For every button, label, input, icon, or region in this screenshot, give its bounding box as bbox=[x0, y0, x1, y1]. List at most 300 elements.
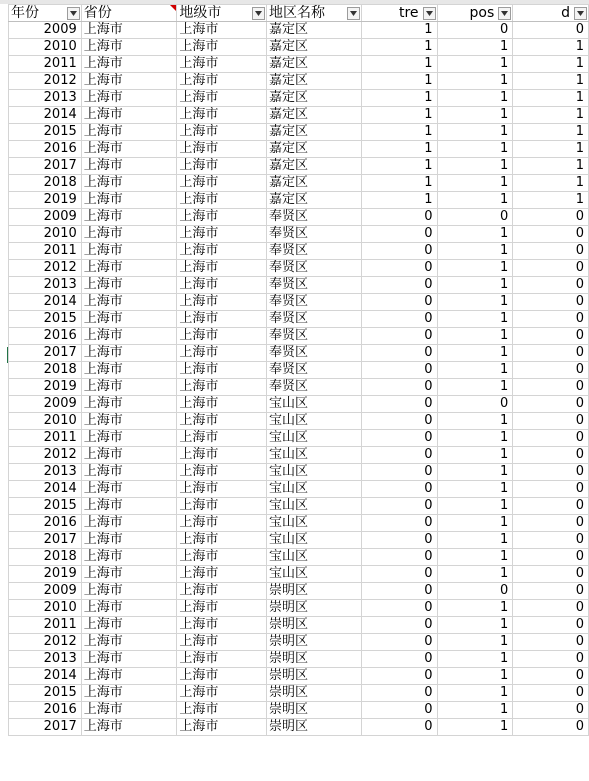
cell-d[interactable]: 0 bbox=[513, 311, 589, 328]
cell-d[interactable]: 0 bbox=[513, 447, 589, 464]
cell-year[interactable]: 2013 bbox=[9, 277, 82, 294]
cell-pos[interactable]: 0 bbox=[437, 22, 513, 39]
cell-province[interactable]: 上海市 bbox=[81, 158, 177, 175]
cell-province[interactable]: 上海市 bbox=[81, 22, 177, 39]
cell-year[interactable]: 2012 bbox=[9, 634, 82, 651]
cell-province[interactable]: 上海市 bbox=[81, 430, 177, 447]
cell-city[interactable]: 上海市 bbox=[177, 413, 267, 430]
cell-city[interactable]: 上海市 bbox=[177, 294, 267, 311]
cell-province[interactable]: 上海市 bbox=[81, 328, 177, 345]
cell-district[interactable]: 嘉定区 bbox=[267, 90, 362, 107]
cell-city[interactable]: 上海市 bbox=[177, 532, 267, 549]
cell-province[interactable]: 上海市 bbox=[81, 192, 177, 209]
cell-district[interactable]: 嘉定区 bbox=[267, 73, 362, 90]
cell-tre[interactable]: 0 bbox=[361, 617, 437, 634]
cell-tre[interactable]: 0 bbox=[361, 277, 437, 294]
cell-year[interactable]: 2015 bbox=[9, 124, 82, 141]
cell-pos[interactable]: 1 bbox=[437, 447, 513, 464]
cell-district[interactable]: 崇明区 bbox=[267, 600, 362, 617]
cell-province[interactable]: 上海市 bbox=[81, 311, 177, 328]
cell-province[interactable]: 上海市 bbox=[81, 617, 177, 634]
cell-pos[interactable]: 1 bbox=[437, 277, 513, 294]
cell-d[interactable]: 0 bbox=[513, 498, 589, 515]
cell-province[interactable]: 上海市 bbox=[81, 226, 177, 243]
cell-year[interactable]: 2012 bbox=[9, 73, 82, 90]
cell-pos[interactable]: 1 bbox=[437, 566, 513, 583]
cell-d[interactable]: 0 bbox=[513, 481, 589, 498]
cell-tre[interactable]: 1 bbox=[361, 73, 437, 90]
cell-tre[interactable]: 1 bbox=[361, 22, 437, 39]
cell-district[interactable]: 嘉定区 bbox=[267, 124, 362, 141]
cell-pos[interactable]: 1 bbox=[437, 651, 513, 668]
cell-d[interactable]: 0 bbox=[513, 226, 589, 243]
cell-district[interactable]: 宝山区 bbox=[267, 498, 362, 515]
cell-city[interactable]: 上海市 bbox=[177, 685, 267, 702]
cell-d[interactable]: 0 bbox=[513, 651, 589, 668]
cell-province[interactable]: 上海市 bbox=[81, 515, 177, 532]
cell-pos[interactable]: 1 bbox=[437, 243, 513, 260]
cell-city[interactable]: 上海市 bbox=[177, 175, 267, 192]
cell-city[interactable]: 上海市 bbox=[177, 634, 267, 651]
cell-district[interactable]: 嘉定区 bbox=[267, 56, 362, 73]
cell-tre[interactable]: 0 bbox=[361, 209, 437, 226]
cell-district[interactable]: 嘉定区 bbox=[267, 192, 362, 209]
cell-tre[interactable]: 0 bbox=[361, 311, 437, 328]
cell-year[interactable]: 2010 bbox=[9, 39, 82, 56]
cell-district[interactable]: 奉贤区 bbox=[267, 243, 362, 260]
cell-province[interactable]: 上海市 bbox=[81, 549, 177, 566]
cell-d[interactable]: 0 bbox=[513, 277, 589, 294]
cell-pos[interactable]: 1 bbox=[437, 311, 513, 328]
cell-city[interactable]: 上海市 bbox=[177, 277, 267, 294]
cell-d[interactable]: 0 bbox=[513, 294, 589, 311]
cell-d[interactable]: 1 bbox=[513, 107, 589, 124]
cell-district[interactable]: 宝山区 bbox=[267, 430, 362, 447]
cell-year[interactable]: 2009 bbox=[9, 583, 82, 600]
cell-d[interactable]: 0 bbox=[513, 464, 589, 481]
cell-year[interactable]: 2016 bbox=[9, 702, 82, 719]
cell-d[interactable]: 0 bbox=[513, 362, 589, 379]
cell-pos[interactable]: 1 bbox=[437, 719, 513, 736]
cell-pos[interactable]: 1 bbox=[437, 430, 513, 447]
cell-pos[interactable]: 1 bbox=[437, 175, 513, 192]
cell-year[interactable]: 2017 bbox=[9, 158, 82, 175]
cell-district[interactable]: 奉贤区 bbox=[267, 345, 362, 362]
cell-year[interactable]: 2011 bbox=[9, 617, 82, 634]
cell-tre[interactable]: 0 bbox=[361, 583, 437, 600]
cell-d[interactable]: 0 bbox=[513, 600, 589, 617]
cell-district[interactable]: 奉贤区 bbox=[267, 362, 362, 379]
cell-year[interactable]: 2011 bbox=[9, 56, 82, 73]
cell-district[interactable]: 奉贤区 bbox=[267, 226, 362, 243]
cell-pos[interactable]: 0 bbox=[437, 209, 513, 226]
cell-city[interactable]: 上海市 bbox=[177, 481, 267, 498]
cell-city[interactable]: 上海市 bbox=[177, 311, 267, 328]
cell-year[interactable]: 2010 bbox=[9, 600, 82, 617]
cell-district[interactable]: 崇明区 bbox=[267, 702, 362, 719]
cell-province[interactable]: 上海市 bbox=[81, 260, 177, 277]
cell-district[interactable]: 宝山区 bbox=[267, 515, 362, 532]
cell-tre[interactable]: 0 bbox=[361, 226, 437, 243]
cell-district[interactable]: 嘉定区 bbox=[267, 141, 362, 158]
cell-tre[interactable]: 1 bbox=[361, 192, 437, 209]
cell-province[interactable]: 上海市 bbox=[81, 396, 177, 413]
cell-province[interactable]: 上海市 bbox=[81, 277, 177, 294]
cell-district[interactable]: 宝山区 bbox=[267, 566, 362, 583]
cell-city[interactable]: 上海市 bbox=[177, 430, 267, 447]
cell-pos[interactable]: 1 bbox=[437, 498, 513, 515]
cell-pos[interactable]: 1 bbox=[437, 260, 513, 277]
cell-district[interactable]: 崇明区 bbox=[267, 617, 362, 634]
cell-year[interactable]: 2011 bbox=[9, 243, 82, 260]
cell-province[interactable]: 上海市 bbox=[81, 464, 177, 481]
cell-district[interactable]: 崇明区 bbox=[267, 583, 362, 600]
header-d[interactable] bbox=[513, 5, 589, 22]
cell-tre[interactable]: 1 bbox=[361, 175, 437, 192]
cell-d[interactable]: 0 bbox=[513, 22, 589, 39]
cell-tre[interactable]: 0 bbox=[361, 413, 437, 430]
cell-pos[interactable]: 1 bbox=[437, 192, 513, 209]
cell-year[interactable]: 2009 bbox=[9, 22, 82, 39]
cell-d[interactable]: 0 bbox=[513, 345, 589, 362]
cell-year[interactable]: 2013 bbox=[9, 90, 82, 107]
header-province[interactable] bbox=[81, 5, 177, 22]
cell-year[interactable]: 2011 bbox=[9, 430, 82, 447]
cell-tre[interactable]: 0 bbox=[361, 549, 437, 566]
cell-year[interactable]: 2019 bbox=[9, 566, 82, 583]
cell-pos[interactable]: 1 bbox=[437, 294, 513, 311]
cell-province[interactable]: 上海市 bbox=[81, 685, 177, 702]
cell-city[interactable]: 上海市 bbox=[177, 345, 267, 362]
cell-d[interactable]: 0 bbox=[513, 702, 589, 719]
cell-tre[interactable]: 0 bbox=[361, 685, 437, 702]
cell-city[interactable]: 上海市 bbox=[177, 651, 267, 668]
cell-district[interactable]: 崇明区 bbox=[267, 634, 362, 651]
cell-year[interactable]: 2013 bbox=[9, 651, 82, 668]
cell-d[interactable]: 0 bbox=[513, 396, 589, 413]
cell-d[interactable]: 0 bbox=[513, 549, 589, 566]
cell-tre[interactable]: 1 bbox=[361, 39, 437, 56]
cell-d[interactable]: 0 bbox=[513, 719, 589, 736]
cell-city[interactable]: 上海市 bbox=[177, 260, 267, 277]
cell-tre[interactable]: 0 bbox=[361, 668, 437, 685]
cell-city[interactable]: 上海市 bbox=[177, 668, 267, 685]
cell-year[interactable]: 2009 bbox=[9, 396, 82, 413]
cell-district[interactable]: 宝山区 bbox=[267, 481, 362, 498]
cell-city[interactable]: 上海市 bbox=[177, 107, 267, 124]
cell-year[interactable]: 2014 bbox=[9, 668, 82, 685]
cell-pos[interactable]: 1 bbox=[437, 158, 513, 175]
cell-district[interactable]: 宝山区 bbox=[267, 549, 362, 566]
cell-pos[interactable]: 1 bbox=[437, 685, 513, 702]
cell-pos[interactable]: 1 bbox=[437, 515, 513, 532]
cell-city[interactable]: 上海市 bbox=[177, 702, 267, 719]
cell-province[interactable]: 上海市 bbox=[81, 294, 177, 311]
cell-d[interactable]: 0 bbox=[513, 668, 589, 685]
cell-district[interactable]: 崇明区 bbox=[267, 685, 362, 702]
cell-pos[interactable]: 1 bbox=[437, 481, 513, 498]
cell-year[interactable]: 2018 bbox=[9, 549, 82, 566]
cell-pos[interactable]: 1 bbox=[437, 124, 513, 141]
cell-district[interactable]: 崇明区 bbox=[267, 651, 362, 668]
cell-province[interactable]: 上海市 bbox=[81, 379, 177, 396]
cell-city[interactable]: 上海市 bbox=[177, 158, 267, 175]
cell-d[interactable]: 1 bbox=[513, 73, 589, 90]
cell-district[interactable]: 嘉定区 bbox=[267, 158, 362, 175]
cell-city[interactable]: 上海市 bbox=[177, 396, 267, 413]
header-tre[interactable] bbox=[361, 5, 437, 22]
cell-pos[interactable]: 1 bbox=[437, 532, 513, 549]
cell-pos[interactable]: 0 bbox=[437, 583, 513, 600]
cell-d[interactable]: 0 bbox=[513, 634, 589, 651]
cell-year[interactable]: 2013 bbox=[9, 464, 82, 481]
cell-province[interactable]: 上海市 bbox=[81, 600, 177, 617]
cell-d[interactable]: 0 bbox=[513, 209, 589, 226]
cell-year[interactable]: 2012 bbox=[9, 447, 82, 464]
cell-year[interactable]: 2015 bbox=[9, 311, 82, 328]
cell-district[interactable]: 宝山区 bbox=[267, 447, 362, 464]
cell-city[interactable]: 上海市 bbox=[177, 22, 267, 39]
cell-province[interactable]: 上海市 bbox=[81, 668, 177, 685]
cell-year[interactable]: 2014 bbox=[9, 107, 82, 124]
cell-city[interactable]: 上海市 bbox=[177, 124, 267, 141]
cell-district[interactable]: 宝山区 bbox=[267, 464, 362, 481]
cell-tre[interactable]: 0 bbox=[361, 515, 437, 532]
cell-tre[interactable]: 1 bbox=[361, 107, 437, 124]
cell-pos[interactable]: 1 bbox=[437, 56, 513, 73]
cell-year[interactable]: 2012 bbox=[9, 260, 82, 277]
cell-pos[interactable]: 1 bbox=[437, 107, 513, 124]
cell-province[interactable]: 上海市 bbox=[81, 719, 177, 736]
cell-pos[interactable]: 1 bbox=[437, 600, 513, 617]
cell-pos[interactable]: 1 bbox=[437, 141, 513, 158]
cell-tre[interactable]: 1 bbox=[361, 124, 437, 141]
cell-d[interactable]: 0 bbox=[513, 685, 589, 702]
header-year[interactable] bbox=[9, 5, 82, 22]
header-city[interactable] bbox=[177, 5, 267, 22]
cell-district[interactable]: 嘉定区 bbox=[267, 22, 362, 39]
cell-tre[interactable]: 0 bbox=[361, 447, 437, 464]
cell-d[interactable]: 1 bbox=[513, 158, 589, 175]
cell-d[interactable]: 0 bbox=[513, 328, 589, 345]
cell-city[interactable]: 上海市 bbox=[177, 192, 267, 209]
cell-pos[interactable]: 1 bbox=[437, 362, 513, 379]
cell-city[interactable]: 上海市 bbox=[177, 39, 267, 56]
cell-city[interactable]: 上海市 bbox=[177, 73, 267, 90]
cell-pos[interactable]: 1 bbox=[437, 413, 513, 430]
cell-province[interactable]: 上海市 bbox=[81, 481, 177, 498]
cell-year[interactable]: 2014 bbox=[9, 481, 82, 498]
cell-year[interactable]: 2016 bbox=[9, 515, 82, 532]
cell-province[interactable]: 上海市 bbox=[81, 447, 177, 464]
filter-dropdown-icon[interactable] bbox=[574, 7, 587, 20]
cell-city[interactable]: 上海市 bbox=[177, 56, 267, 73]
cell-tre[interactable]: 0 bbox=[361, 651, 437, 668]
cell-tre[interactable]: 1 bbox=[361, 158, 437, 175]
cell-province[interactable]: 上海市 bbox=[81, 175, 177, 192]
cell-district[interactable]: 奉贤区 bbox=[267, 277, 362, 294]
cell-pos[interactable]: 1 bbox=[437, 345, 513, 362]
cell-d[interactable]: 0 bbox=[513, 617, 589, 634]
cell-d[interactable]: 1 bbox=[513, 192, 589, 209]
cell-province[interactable]: 上海市 bbox=[81, 532, 177, 549]
cell-province[interactable]: 上海市 bbox=[81, 702, 177, 719]
cell-year[interactable]: 2017 bbox=[9, 345, 82, 362]
cell-district[interactable]: 崇明区 bbox=[267, 719, 362, 736]
cell-city[interactable]: 上海市 bbox=[177, 362, 267, 379]
cell-pos[interactable]: 1 bbox=[437, 702, 513, 719]
cell-pos[interactable]: 1 bbox=[437, 634, 513, 651]
cell-province[interactable]: 上海市 bbox=[81, 413, 177, 430]
cell-province[interactable]: 上海市 bbox=[81, 498, 177, 515]
cell-district[interactable]: 嘉定区 bbox=[267, 107, 362, 124]
cell-year[interactable]: 2010 bbox=[9, 413, 82, 430]
cell-city[interactable]: 上海市 bbox=[177, 719, 267, 736]
cell-pos[interactable]: 1 bbox=[437, 549, 513, 566]
cell-province[interactable]: 上海市 bbox=[81, 362, 177, 379]
cell-city[interactable]: 上海市 bbox=[177, 515, 267, 532]
cell-d[interactable]: 0 bbox=[513, 566, 589, 583]
cell-province[interactable]: 上海市 bbox=[81, 634, 177, 651]
cell-tre[interactable]: 0 bbox=[361, 294, 437, 311]
cell-year[interactable]: 2017 bbox=[9, 532, 82, 549]
cell-tre[interactable]: 0 bbox=[361, 430, 437, 447]
cell-province[interactable]: 上海市 bbox=[81, 583, 177, 600]
header-district[interactable] bbox=[267, 5, 362, 22]
cell-tre[interactable]: 0 bbox=[361, 362, 437, 379]
cell-year[interactable]: 2019 bbox=[9, 379, 82, 396]
cell-city[interactable]: 上海市 bbox=[177, 464, 267, 481]
cell-d[interactable]: 1 bbox=[513, 90, 589, 107]
cell-d[interactable]: 0 bbox=[513, 583, 589, 600]
cell-year[interactable]: 2016 bbox=[9, 141, 82, 158]
cell-city[interactable]: 上海市 bbox=[177, 600, 267, 617]
cell-city[interactable]: 上海市 bbox=[177, 498, 267, 515]
cell-d[interactable]: 1 bbox=[513, 141, 589, 158]
cell-d[interactable]: 0 bbox=[513, 532, 589, 549]
filter-dropdown-icon[interactable] bbox=[67, 7, 80, 20]
cell-city[interactable]: 上海市 bbox=[177, 566, 267, 583]
cell-province[interactable]: 上海市 bbox=[81, 107, 177, 124]
cell-tre[interactable]: 0 bbox=[361, 464, 437, 481]
cell-year[interactable]: 2009 bbox=[9, 209, 82, 226]
cell-tre[interactable]: 0 bbox=[361, 566, 437, 583]
cell-year[interactable]: 2015 bbox=[9, 498, 82, 515]
cell-tre[interactable]: 0 bbox=[361, 498, 437, 515]
cell-province[interactable]: 上海市 bbox=[81, 345, 177, 362]
cell-tre[interactable]: 0 bbox=[361, 481, 437, 498]
cell-d[interactable]: 0 bbox=[513, 243, 589, 260]
cell-district[interactable]: 奉贤区 bbox=[267, 328, 362, 345]
cell-city[interactable]: 上海市 bbox=[177, 379, 267, 396]
cell-province[interactable]: 上海市 bbox=[81, 90, 177, 107]
cell-tre[interactable]: 1 bbox=[361, 90, 437, 107]
cell-tre[interactable]: 0 bbox=[361, 396, 437, 413]
cell-province[interactable]: 上海市 bbox=[81, 141, 177, 158]
cell-district[interactable]: 奉贤区 bbox=[267, 209, 362, 226]
cell-district[interactable]: 奉贤区 bbox=[267, 260, 362, 277]
cell-d[interactable]: 1 bbox=[513, 175, 589, 192]
cell-pos[interactable]: 1 bbox=[437, 39, 513, 56]
cell-d[interactable]: 1 bbox=[513, 56, 589, 73]
cell-pos[interactable]: 1 bbox=[437, 90, 513, 107]
cell-year[interactable]: 2015 bbox=[9, 685, 82, 702]
cell-year[interactable]: 2019 bbox=[9, 192, 82, 209]
filter-dropdown-icon[interactable] bbox=[347, 7, 360, 20]
cell-city[interactable]: 上海市 bbox=[177, 209, 267, 226]
cell-tre[interactable]: 0 bbox=[361, 379, 437, 396]
cell-city[interactable]: 上海市 bbox=[177, 226, 267, 243]
cell-tre[interactable]: 0 bbox=[361, 260, 437, 277]
cell-city[interactable]: 上海市 bbox=[177, 243, 267, 260]
cell-district[interactable]: 嘉定区 bbox=[267, 175, 362, 192]
cell-pos[interactable]: 1 bbox=[437, 328, 513, 345]
cell-tre[interactable]: 0 bbox=[361, 600, 437, 617]
cell-d[interactable]: 0 bbox=[513, 260, 589, 277]
cell-year[interactable]: 2010 bbox=[9, 226, 82, 243]
cell-d[interactable]: 1 bbox=[513, 124, 589, 141]
cell-tre[interactable]: 0 bbox=[361, 328, 437, 345]
cell-district[interactable]: 宝山区 bbox=[267, 413, 362, 430]
cell-d[interactable]: 0 bbox=[513, 413, 589, 430]
cell-tre[interactable]: 1 bbox=[361, 141, 437, 158]
cell-pos[interactable]: 1 bbox=[437, 668, 513, 685]
cell-tre[interactable]: 0 bbox=[361, 702, 437, 719]
cell-province[interactable]: 上海市 bbox=[81, 73, 177, 90]
cell-city[interactable]: 上海市 bbox=[177, 583, 267, 600]
header-pos[interactable] bbox=[437, 5, 513, 22]
cell-tre[interactable]: 1 bbox=[361, 56, 437, 73]
cell-d[interactable]: 1 bbox=[513, 39, 589, 56]
cell-city[interactable]: 上海市 bbox=[177, 141, 267, 158]
cell-d[interactable]: 0 bbox=[513, 515, 589, 532]
cell-d[interactable]: 0 bbox=[513, 430, 589, 447]
cell-d[interactable]: 0 bbox=[513, 379, 589, 396]
cell-city[interactable]: 上海市 bbox=[177, 549, 267, 566]
cell-year[interactable]: 2018 bbox=[9, 175, 82, 192]
cell-tre[interactable]: 0 bbox=[361, 634, 437, 651]
filter-dropdown-icon[interactable] bbox=[498, 7, 511, 20]
cell-district[interactable]: 宝山区 bbox=[267, 532, 362, 549]
cell-tre[interactable]: 0 bbox=[361, 719, 437, 736]
cell-province[interactable]: 上海市 bbox=[81, 243, 177, 260]
cell-province[interactable]: 上海市 bbox=[81, 39, 177, 56]
cell-pos[interactable]: 1 bbox=[437, 464, 513, 481]
cell-year[interactable]: 2017 bbox=[9, 719, 82, 736]
cell-province[interactable]: 上海市 bbox=[81, 56, 177, 73]
cell-city[interactable]: 上海市 bbox=[177, 617, 267, 634]
cell-district[interactable]: 奉贤区 bbox=[267, 379, 362, 396]
cell-tre[interactable]: 0 bbox=[361, 243, 437, 260]
cell-district[interactable]: 宝山区 bbox=[267, 396, 362, 413]
cell-pos[interactable]: 1 bbox=[437, 73, 513, 90]
filter-dropdown-icon[interactable] bbox=[423, 7, 436, 20]
cell-year[interactable]: 2016 bbox=[9, 328, 82, 345]
cell-district[interactable]: 崇明区 bbox=[267, 668, 362, 685]
cell-province[interactable]: 上海市 bbox=[81, 651, 177, 668]
cell-tre[interactable]: 0 bbox=[361, 532, 437, 549]
cell-city[interactable]: 上海市 bbox=[177, 328, 267, 345]
cell-tre[interactable]: 0 bbox=[361, 345, 437, 362]
cell-province[interactable]: 上海市 bbox=[81, 209, 177, 226]
cell-pos[interactable]: 0 bbox=[437, 396, 513, 413]
cell-province[interactable]: 上海市 bbox=[81, 124, 177, 141]
cell-province[interactable]: 上海市 bbox=[81, 566, 177, 583]
cell-year[interactable]: 2018 bbox=[9, 362, 82, 379]
cell-district[interactable]: 嘉定区 bbox=[267, 39, 362, 56]
cell-pos[interactable]: 1 bbox=[437, 379, 513, 396]
filter-dropdown-icon[interactable] bbox=[252, 7, 265, 20]
